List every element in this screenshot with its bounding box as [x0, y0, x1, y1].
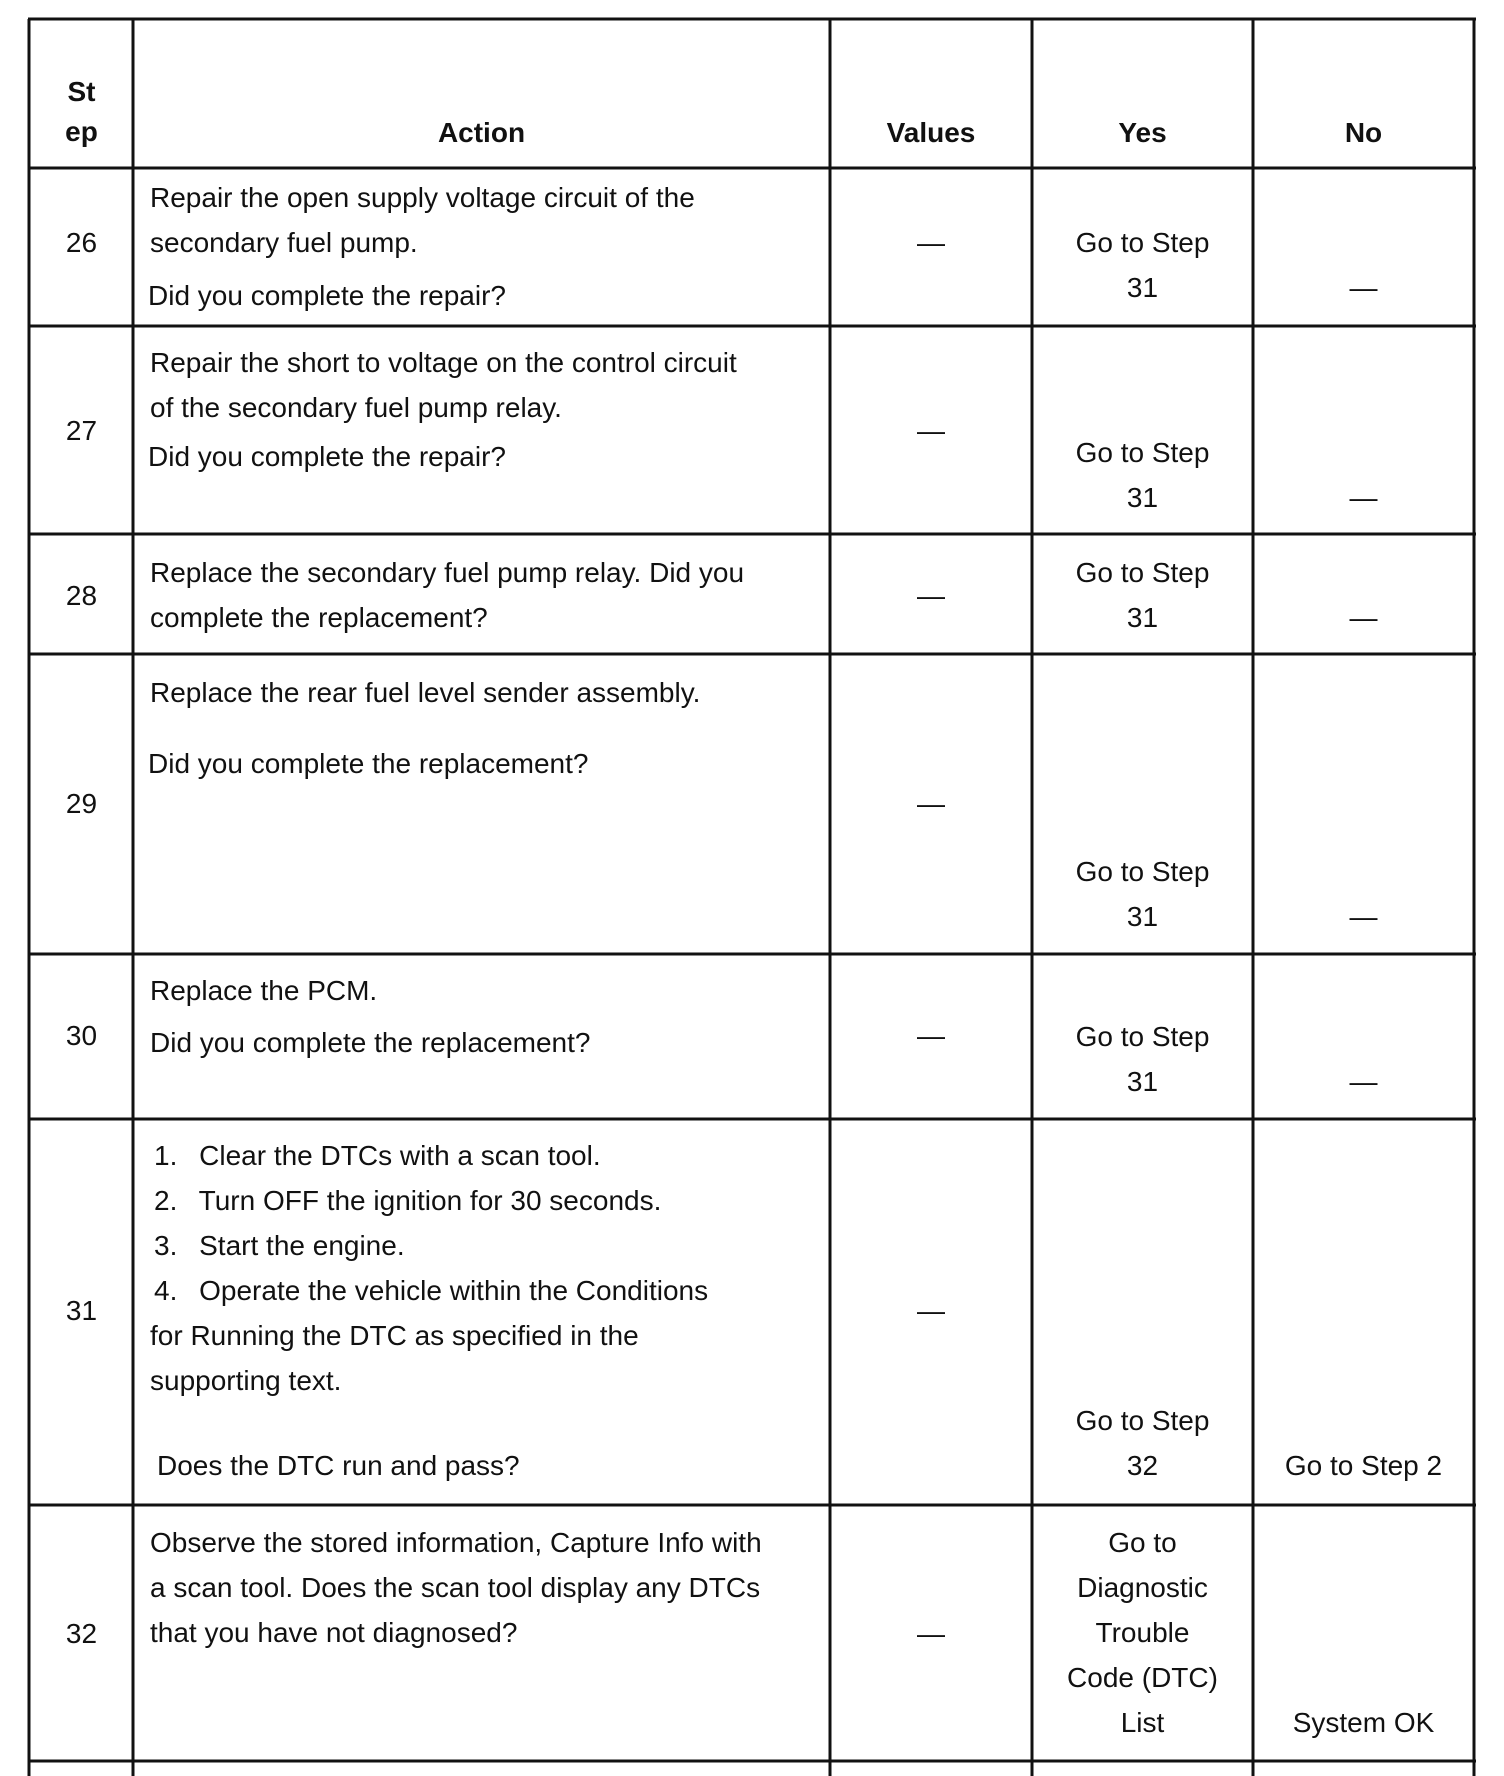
- action-line: Repair the short to voltage on the control circuit: [150, 347, 737, 378]
- action-line: 3. Start the engine.: [154, 1230, 405, 1261]
- yes-line: List: [1120, 1707, 1165, 1738]
- action-line: Does the DTC run and pass?: [157, 1450, 520, 1481]
- yes-line: Go to Step: [1075, 856, 1210, 887]
- action-line: a scan tool. Does the scan tool display any DTCs: [150, 1572, 761, 1603]
- no-cell: Go to Step 2: [1284, 1450, 1443, 1481]
- values-cell: —: [917, 415, 945, 446]
- action-line: Replace the secondary fuel pump relay. Did you: [150, 557, 745, 588]
- header-no: No: [1344, 117, 1383, 148]
- action-line: Did you complete the repair?: [148, 280, 506, 311]
- no-cell: —: [1349, 602, 1378, 633]
- yes-cell: [1032, 1520, 1253, 1745]
- header-step-line: St: [67, 76, 96, 107]
- header-step-line: ep: [65, 116, 98, 147]
- yes-cell: [1032, 1398, 1253, 1488]
- action-line: 2. Turn OFF the ignition for 30 seconds.: [154, 1185, 662, 1216]
- yes-line: 31: [1126, 602, 1159, 633]
- step-number: 27: [65, 415, 98, 446]
- step-number: 32: [65, 1618, 98, 1649]
- values-cell: —: [917, 788, 945, 819]
- yes-cell: [1032, 1014, 1253, 1104]
- header-yes: Yes: [1118, 117, 1167, 148]
- yes-cell: [1032, 550, 1253, 640]
- values-cell: —: [917, 227, 945, 258]
- values-cell: —: [917, 580, 945, 611]
- action-line: Did you complete the replacement?: [148, 748, 589, 779]
- no-cell: —: [1349, 901, 1378, 932]
- yes-line: Go to Step: [1075, 1405, 1210, 1436]
- step-number: 31: [65, 1295, 98, 1326]
- no-cell: —: [1349, 1066, 1378, 1097]
- yes-line: 31: [1126, 901, 1159, 932]
- yes-line: Code (DTC): [1067, 1662, 1218, 1693]
- action-line: Observe the stored information, Capture Info with: [150, 1527, 762, 1558]
- action-line: Replace the rear fuel level sender assembly.: [150, 677, 701, 708]
- values-cell: —: [917, 1295, 945, 1326]
- yes-line: Go to: [1108, 1527, 1177, 1558]
- yes-cell: [1032, 220, 1253, 310]
- action-line: that you have not diagnosed?: [150, 1617, 518, 1648]
- step-number: 30: [65, 1020, 98, 1051]
- yes-line: Go to Step: [1075, 437, 1210, 468]
- action-line: Replace the PCM.: [150, 975, 378, 1006]
- no-cell: System OK: [1292, 1707, 1435, 1738]
- step-number: 28: [65, 580, 98, 611]
- action-line: for Running the DTC as specified in the: [150, 1320, 639, 1351]
- yes-line: Go to Step: [1075, 557, 1210, 588]
- step-number: 26: [65, 227, 98, 258]
- yes-line: 31: [1126, 272, 1159, 303]
- no-cell: —: [1349, 482, 1378, 513]
- values-cell: —: [917, 1618, 945, 1649]
- action-line: Did you complete the repair?: [148, 441, 506, 472]
- header-step: [30, 72, 133, 152]
- action-line: secondary fuel pump.: [150, 227, 418, 258]
- action-line: Did you complete the replacement?: [150, 1027, 591, 1058]
- values-cell: —: [917, 1020, 945, 1051]
- yes-line: Go to Step: [1075, 227, 1210, 258]
- yes-cell: [1032, 849, 1253, 939]
- header-values: Values: [886, 117, 976, 148]
- yes-line: Diagnostic: [1077, 1572, 1208, 1603]
- action-line: supporting text.: [150, 1365, 342, 1396]
- action-line: Repair the open supply voltage circuit of the: [150, 182, 695, 213]
- header-action: Action: [437, 117, 526, 148]
- yes-line: 31: [1126, 1066, 1159, 1097]
- yes-line: 32: [1126, 1450, 1159, 1481]
- action-line: of the secondary fuel pump relay.: [150, 392, 562, 423]
- no-cell: —: [1349, 272, 1378, 303]
- action-line: complete the replacement?: [150, 602, 488, 633]
- yes-cell: [1032, 430, 1253, 520]
- step-number: 29: [65, 788, 98, 819]
- yes-line: Go to Step: [1075, 1021, 1210, 1052]
- action-line: 1. Clear the DTCs with a scan tool.: [154, 1140, 601, 1171]
- yes-line: 31: [1126, 482, 1159, 513]
- action-line: 4. Operate the vehicle within the Conditions: [154, 1275, 709, 1306]
- yes-line: Trouble: [1095, 1617, 1190, 1648]
